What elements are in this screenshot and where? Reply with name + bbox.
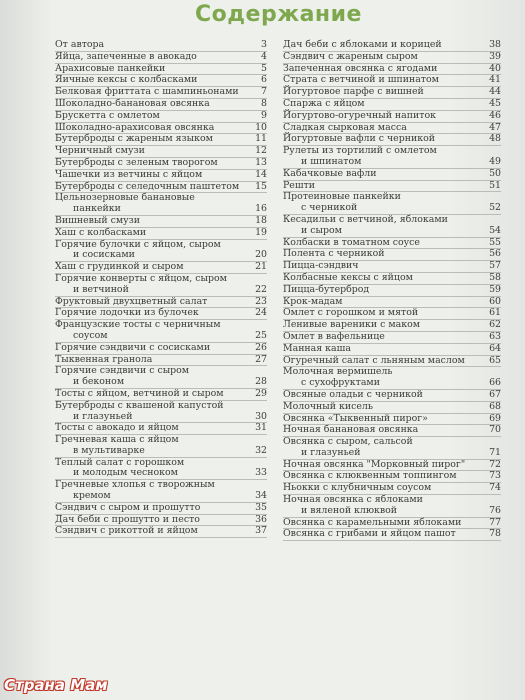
toc-entry bbox=[55, 343, 267, 355]
toc-entry-title: Цельнозерновые банановые bbox=[55, 192, 195, 204]
toc-entry bbox=[55, 366, 267, 389]
toc-page-number: 18 bbox=[255, 214, 267, 226]
toc-entry-title: Дач беби с яблоками и корицей bbox=[283, 39, 442, 50]
toc-entry bbox=[55, 216, 267, 228]
toc-entry-title: Дач беби с прошутто и песто bbox=[55, 513, 200, 525]
toc-page-number: 8 bbox=[261, 97, 267, 109]
toc-entry-title: Гречневые хлопья с творожным bbox=[55, 479, 215, 491]
toc-page-number: 9 bbox=[261, 109, 267, 121]
toc-page-number: 39 bbox=[489, 50, 501, 62]
toc-column-right bbox=[283, 40, 501, 541]
watermark-logo: Страна Мам bbox=[4, 676, 108, 694]
toc-entry bbox=[55, 526, 267, 538]
toc-entry-title: Шоколадно-арахисовая овсянка bbox=[55, 121, 215, 133]
toc-entry-title: Шоколадно-банановая овсянка bbox=[55, 97, 210, 109]
toc-page-number: 5 bbox=[261, 62, 267, 74]
toc-entry-title: Колбасные кексы с яйцом bbox=[283, 271, 413, 283]
toc-page-number: 60 bbox=[489, 295, 501, 307]
toc-page-number: 32 bbox=[255, 444, 267, 456]
toc-page-number: 15 bbox=[255, 180, 267, 192]
toc-entry-title: Французские тосты с черничным bbox=[55, 319, 221, 331]
toc-page-number: 35 bbox=[255, 501, 267, 513]
toc-page-number: 63 bbox=[489, 330, 501, 342]
toc-page-number: 23 bbox=[255, 295, 267, 307]
toc-entry bbox=[283, 52, 501, 64]
toc-page-number: 7 bbox=[261, 86, 267, 98]
toc-entry-title: Горячие лодочки из булочек bbox=[55, 307, 199, 319]
toc-entry-title: Брускетта с омлетом bbox=[55, 109, 160, 121]
toc-entry bbox=[55, 158, 267, 170]
toc-entry-title: От автора bbox=[55, 39, 105, 50]
toc-entry-title: с черникой bbox=[301, 202, 358, 214]
toc-entry-title: Овсянка с сыром, сальсой bbox=[283, 436, 413, 448]
toc-entry-title: Омлет в вафельнице bbox=[283, 330, 385, 342]
toc-page-number: 11 bbox=[255, 133, 267, 145]
toc-entry-title: и сыром bbox=[301, 224, 342, 236]
toc-page-number: 19 bbox=[255, 226, 267, 238]
toc-page-number: 28 bbox=[255, 376, 267, 388]
toc-entry bbox=[283, 215, 501, 238]
toc-entry-title: Сэндвич с рикоттой и яйцом bbox=[55, 525, 198, 537]
toc-entry-title: Горячие булочки с яйцом, сыром bbox=[55, 238, 221, 250]
toc-page-number: 69 bbox=[489, 412, 501, 424]
toc-entry bbox=[55, 240, 267, 263]
toc-entry-title: Ночная овсянка с яблоками bbox=[283, 494, 423, 506]
toc-page-number: 51 bbox=[489, 179, 501, 191]
toc-column-left bbox=[55, 40, 267, 538]
toc-entry-title: Овсяные оладьи с черникой bbox=[283, 388, 423, 400]
toc-entry bbox=[283, 146, 501, 169]
toc-page-number: 76 bbox=[489, 504, 501, 516]
toc-page-number: 31 bbox=[255, 422, 267, 434]
toc-entry-title: Тосты с яйцом, ветчиной и сыром bbox=[55, 387, 224, 399]
toc-entry-title: Овсянка с клюквенным топпингом bbox=[283, 470, 457, 482]
toc-page-number: 47 bbox=[489, 121, 501, 133]
toc-entry-title: Рулеты из тортилий с омлетом bbox=[283, 145, 437, 157]
toc-entry bbox=[283, 437, 501, 460]
toc-entry bbox=[283, 495, 501, 518]
toc-page-number: 29 bbox=[255, 387, 267, 399]
toc-entry bbox=[55, 274, 267, 297]
toc-page-number: 49 bbox=[489, 155, 501, 167]
toc-entry-title: Крок-мадам bbox=[283, 295, 343, 307]
toc-entry-title: Молочная вермишель bbox=[283, 366, 393, 378]
toc-entry bbox=[55, 228, 267, 240]
toc-page-number: 70 bbox=[489, 424, 501, 436]
toc-entry-title: Чашечки из ветчины с яйцом bbox=[55, 168, 203, 180]
toc-page-number: 16 bbox=[255, 203, 267, 215]
toc-entry-title: Йогуртовое парфе с вишней bbox=[283, 86, 424, 98]
toc-entry-title: Решти bbox=[283, 179, 316, 191]
toc-page-number: 46 bbox=[489, 109, 501, 121]
toc-page-number: 26 bbox=[255, 341, 267, 353]
toc-entry-title: Горячие сэндвичи с сосисками bbox=[55, 341, 211, 353]
toc-entry bbox=[283, 99, 501, 111]
toc-entry-title: Протеиновые панкейки bbox=[283, 191, 401, 203]
toc-page-number: 74 bbox=[489, 482, 501, 494]
toc-entry bbox=[55, 435, 267, 458]
toc-entry-title: Овсянка «Тыквенный пирог» bbox=[283, 412, 428, 424]
toc-entry-title: Йогуртовые вафли с черникой bbox=[283, 133, 435, 145]
toc-entry-title: Яичные кексы с колбасками bbox=[55, 74, 198, 86]
toc-page-number: 68 bbox=[489, 400, 501, 412]
toc-page-number: 57 bbox=[489, 260, 501, 272]
toc-entry-title: в мультиварке bbox=[73, 444, 145, 456]
toc-entry-title: Овсянка с карамельными яблоками bbox=[283, 516, 462, 528]
toc-entry-title: Белковая фриттата с шампиньонами bbox=[55, 86, 239, 98]
toc-entry-title: Бутерброды с жареным языком bbox=[55, 133, 213, 145]
toc-page-number: 77 bbox=[489, 516, 501, 528]
toc-entry-title: и глазуньей bbox=[301, 446, 361, 458]
toc-page-number: 30 bbox=[255, 410, 267, 422]
toc-entry-title: Страта с ветчиной и шпинатом bbox=[283, 74, 439, 86]
toc-page-number: 54 bbox=[489, 224, 501, 236]
toc-page-number: 52 bbox=[489, 202, 501, 214]
toc-entry-title: Ленивые вареники с маком bbox=[283, 319, 421, 331]
toc-entry-title: Горячие конверты с яйцом, сыром bbox=[55, 272, 227, 284]
toc-page-number: 72 bbox=[489, 458, 501, 470]
toc-entry bbox=[283, 192, 501, 215]
toc-entry bbox=[283, 402, 501, 414]
toc-page-number: 4 bbox=[261, 50, 267, 62]
toc-entry bbox=[55, 99, 267, 111]
toc-entry bbox=[283, 344, 501, 356]
toc-entry bbox=[283, 273, 501, 285]
toc-entry-title: с сухофруктами bbox=[301, 377, 380, 389]
toc-entry bbox=[55, 458, 267, 481]
toc-entry bbox=[55, 111, 267, 123]
toc-entry bbox=[55, 480, 267, 503]
toc-page-number: 38 bbox=[489, 39, 501, 50]
toc-page-number: 64 bbox=[489, 342, 501, 354]
toc-entry-title: Огуречный салат с льняным маслом bbox=[283, 354, 465, 366]
toc-entry-title: Хаш с грудинкой и сыром bbox=[55, 261, 184, 273]
toc-page-number: 41 bbox=[489, 74, 501, 86]
toc-entry bbox=[283, 169, 501, 181]
toc-entry-title: Молочный кисель bbox=[283, 400, 373, 412]
toc-page-number: 58 bbox=[489, 271, 501, 283]
toc-page-number: 45 bbox=[489, 97, 501, 109]
toc-entry-title: Запеченная овсянка с ягодами bbox=[283, 62, 438, 74]
toc-entry-title: Вишневый смузи bbox=[55, 214, 141, 226]
toc-page-number: 20 bbox=[255, 249, 267, 261]
toc-entry-title: Сладкая сырковая масса bbox=[283, 121, 407, 133]
toc-page-number: 12 bbox=[255, 145, 267, 157]
toc-entry bbox=[55, 320, 267, 343]
toc-entry-title: Спаржа с яйцом bbox=[283, 97, 365, 109]
toc-entry-title: Горячие сэндвичи с сыром bbox=[55, 365, 190, 377]
toc-entry-title: Пицца-бутерброд bbox=[283, 283, 370, 295]
toc-entry-title: и сосисками bbox=[73, 249, 135, 261]
toc-entry-title: Тыквенная гранола bbox=[55, 353, 153, 365]
toc-page-number: 36 bbox=[255, 513, 267, 525]
toc-page-number: 34 bbox=[255, 490, 267, 502]
toc-page-number: 61 bbox=[489, 307, 501, 319]
toc-page-number: 67 bbox=[489, 388, 501, 400]
toc-page-number: 14 bbox=[255, 168, 267, 180]
toc-entry-title: Хаш с колбасками bbox=[55, 226, 147, 238]
toc-entry-title: и молодым чесноком bbox=[73, 467, 178, 479]
toc-entry bbox=[55, 389, 267, 401]
toc-page-number: 3 bbox=[261, 39, 267, 50]
toc-entry-title: Фруктовый двухцветный салат bbox=[55, 295, 208, 307]
toc-page-number: 21 bbox=[255, 261, 267, 273]
toc-entry bbox=[283, 529, 501, 541]
toc-entry-title: Ночная овсянка "Морковный пирог" bbox=[283, 458, 466, 470]
toc-entry-title: Полента с черникой bbox=[283, 248, 385, 260]
toc-page-number: 40 bbox=[489, 62, 501, 74]
toc-page-number: 71 bbox=[489, 446, 501, 458]
toc-entry-title: Арахисовые панкейки bbox=[55, 62, 166, 74]
toc-page-number: 6 bbox=[261, 74, 267, 86]
toc-page-number: 44 bbox=[489, 86, 501, 98]
toc-entry bbox=[55, 52, 267, 64]
toc-entry-title: Колбаски в томатном соусе bbox=[283, 236, 420, 248]
toc-page-number: 73 bbox=[489, 470, 501, 482]
toc-page-number: 78 bbox=[489, 528, 501, 540]
toc-page-number: 37 bbox=[255, 525, 267, 537]
toc-entry-title: и беконом bbox=[73, 376, 125, 388]
toc-entry bbox=[55, 193, 267, 216]
toc-entry-title: Овсянка с грибами и яйцом пашот bbox=[283, 528, 456, 540]
toc-entry-title: Кесадильи с ветчиной, яблоками bbox=[283, 213, 448, 225]
toc-entry bbox=[283, 285, 501, 297]
toc-entry-title: и ветчиной bbox=[73, 283, 129, 295]
toc-entry-title: Пицца-сэндвич bbox=[283, 260, 359, 272]
toc-page-number: 50 bbox=[489, 167, 501, 179]
toc-entry-title: Яйца, запеченные в авокадо bbox=[55, 50, 197, 62]
toc-entry-title: Бутерброды с зеленым творогом bbox=[55, 156, 218, 168]
toc-entry bbox=[283, 111, 501, 123]
toc-page-number: 62 bbox=[489, 319, 501, 331]
toc-page-number: 56 bbox=[489, 248, 501, 260]
toc-entry-title: Бутерброды с селедочным паштетом bbox=[55, 180, 240, 192]
toc-entry-title: и глазуньей bbox=[73, 410, 133, 422]
toc-entry-title: Йогуртово-огуречный напиток bbox=[283, 109, 436, 121]
toc-entry-title: Тосты с авокадо и яйцом bbox=[55, 422, 179, 434]
toc-page-number: 48 bbox=[489, 133, 501, 145]
toc-entry bbox=[55, 170, 267, 182]
toc-page-number: 65 bbox=[489, 354, 501, 366]
toc-entry-title: и шпинатом bbox=[301, 155, 362, 167]
toc-entry bbox=[283, 367, 501, 390]
toc-entry bbox=[283, 332, 501, 344]
toc-page-number: 22 bbox=[255, 283, 267, 295]
toc-page-number: 10 bbox=[255, 121, 267, 133]
toc-page-number: 13 bbox=[255, 156, 267, 168]
toc-entry-title: Гречневая каша с яйцом bbox=[55, 434, 179, 446]
toc-entry-title: Ньокки с клубничным соусом bbox=[283, 482, 432, 494]
toc-entry-title: панкейки bbox=[73, 203, 121, 215]
toc-entry-title: Ночная банановая овсянка bbox=[283, 424, 419, 436]
toc-page-number: 24 bbox=[255, 307, 267, 319]
toc-entry-title: Сэндвич с жареным сыром bbox=[283, 50, 418, 62]
toc-page-number: 33 bbox=[255, 467, 267, 479]
toc-entry-title: Бутерброды с квашеной капустой bbox=[55, 399, 224, 411]
toc-entry bbox=[55, 401, 267, 424]
toc-entry bbox=[55, 503, 267, 515]
toc-page-number: 66 bbox=[489, 377, 501, 389]
toc-entry-title: Сэндвич с сыром и прошутто bbox=[55, 501, 201, 513]
toc-entry-title: Черничный смузи bbox=[55, 145, 145, 157]
toc-page-number: 25 bbox=[255, 329, 267, 341]
toc-entry-title: Кабачковые вафли bbox=[283, 167, 377, 179]
toc-entry bbox=[283, 390, 501, 402]
toc-entry-title: Манная каша bbox=[283, 342, 351, 354]
toc-entry-title: кремом bbox=[73, 490, 111, 502]
toc-page-number: 59 bbox=[489, 283, 501, 295]
toc-page-number: 27 bbox=[255, 353, 267, 365]
page-title: Содержание bbox=[195, 2, 362, 27]
toc-entry-title: и вяленой клюквой bbox=[301, 504, 398, 516]
toc-page-number: 55 bbox=[489, 236, 501, 248]
toc-entry-title: Омлет с горошком и мятой bbox=[283, 307, 419, 319]
toc-entry-title: соусом bbox=[73, 329, 108, 341]
toc-entry-title: Теплый салат с горошком bbox=[55, 456, 185, 468]
